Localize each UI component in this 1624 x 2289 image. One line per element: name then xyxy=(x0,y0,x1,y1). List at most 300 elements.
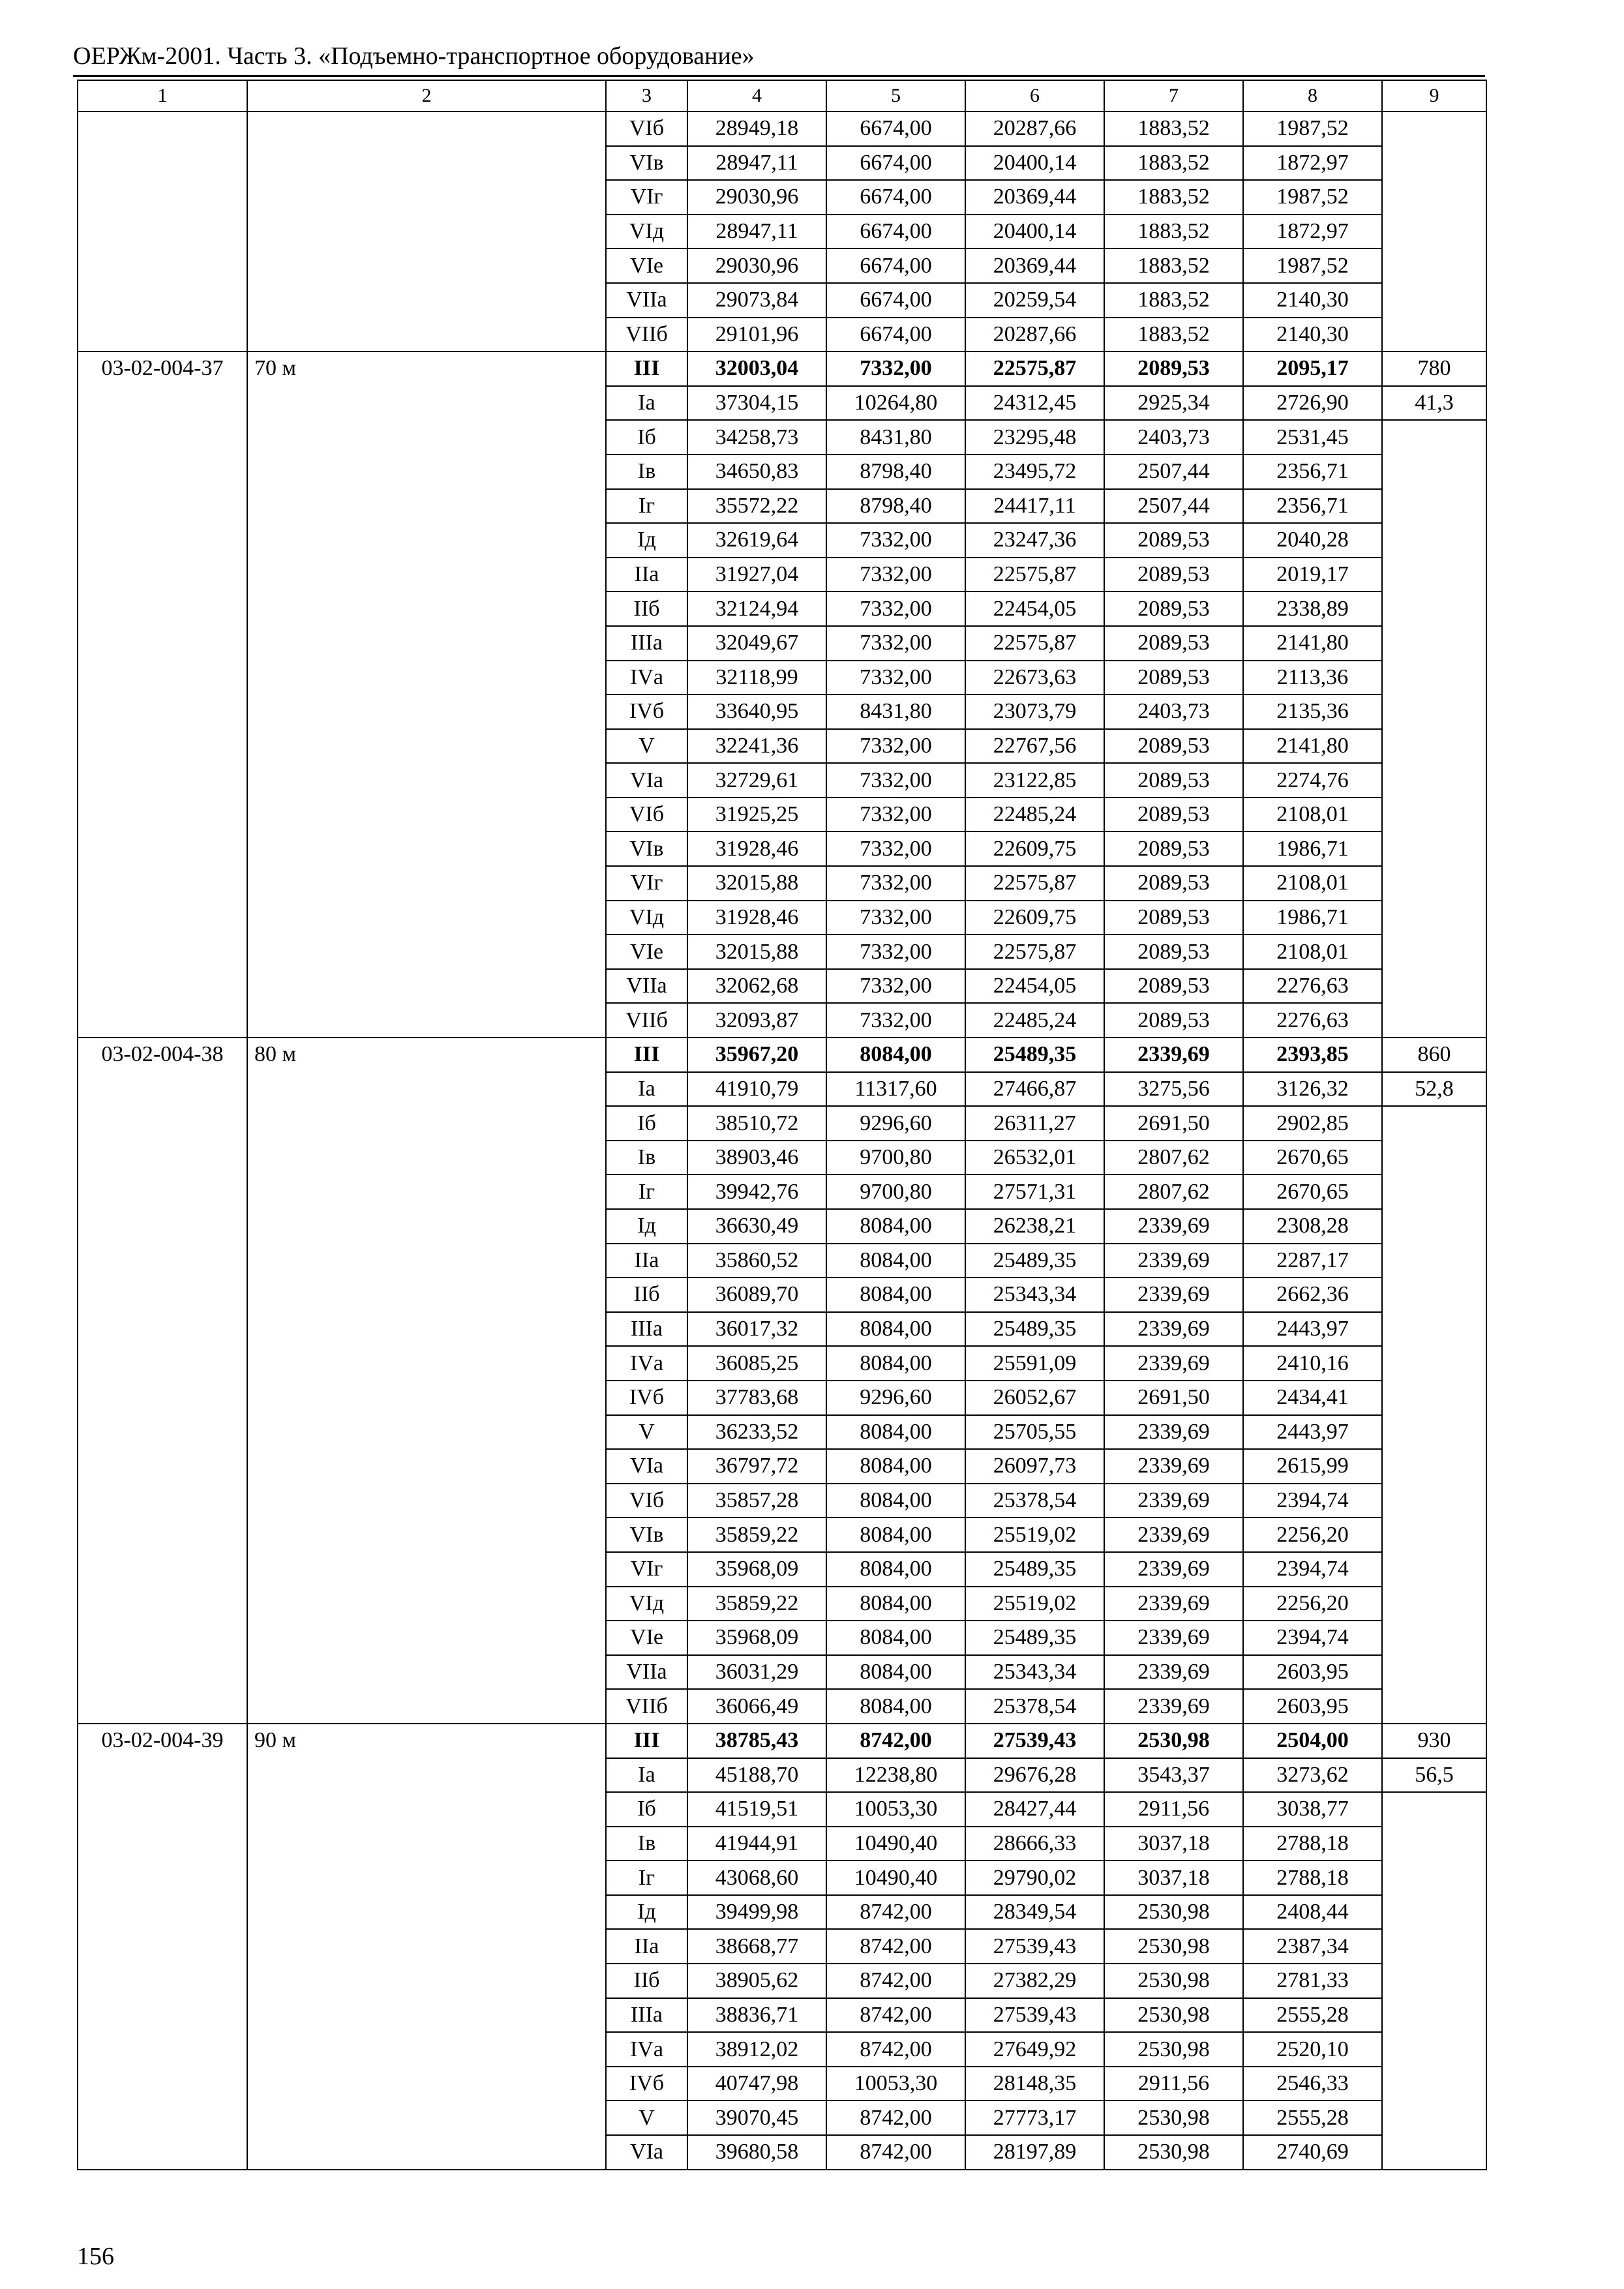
value-cell: 2089,53 xyxy=(1104,661,1243,695)
value-cell: 1883,52 xyxy=(1104,112,1243,146)
value-cell: 2788,18 xyxy=(1243,1827,1382,1861)
zone-cell: V xyxy=(606,729,687,764)
code-cell: 03-02-004-38 xyxy=(78,1038,247,1724)
zone-cell: Iв xyxy=(606,1141,687,1175)
value-cell: 28666,33 xyxy=(965,1827,1104,1861)
value-cell: 8084,00 xyxy=(826,1621,965,1655)
value-cell: 38836,71 xyxy=(687,1998,826,2033)
value-cell: 25378,54 xyxy=(965,1484,1104,1518)
value-cell: 2108,01 xyxy=(1243,866,1382,901)
column-header: 1 xyxy=(78,80,247,112)
value-cell: 2902,85 xyxy=(1243,1106,1382,1141)
value-cell: 3038,77 xyxy=(1243,1792,1382,1827)
value-cell: 8742,00 xyxy=(826,1929,965,1964)
value-cell: 2530,98 xyxy=(1104,1724,1243,1758)
value-cell: 22609,75 xyxy=(965,831,1104,866)
value-cell: 12238,80 xyxy=(826,1758,965,1793)
col9-cell: 930 xyxy=(1382,1724,1486,1758)
value-cell: 2276,63 xyxy=(1243,1003,1382,1038)
value-cell: 2089,53 xyxy=(1104,969,1243,1004)
value-cell: 7332,00 xyxy=(826,935,965,969)
value-cell: 36085,25 xyxy=(687,1346,826,1381)
zone-cell: IVб xyxy=(606,695,687,729)
zone-cell: Iб xyxy=(606,1106,687,1141)
value-cell: 8742,00 xyxy=(826,2135,965,2170)
zone-cell: IIIа xyxy=(606,1312,687,1347)
col9-cell: 56,5 xyxy=(1382,1758,1486,1793)
value-cell: 2141,80 xyxy=(1243,626,1382,661)
value-cell: 2274,76 xyxy=(1243,763,1382,798)
zone-cell: V xyxy=(606,1415,687,1450)
zone-cell: III xyxy=(606,1038,687,1072)
value-cell: 22575,87 xyxy=(965,352,1104,386)
value-cell: 8084,00 xyxy=(826,1415,965,1450)
zone-cell: III xyxy=(606,1724,687,1758)
name-cell: 70 м xyxy=(247,352,606,1038)
zone-cell: VIд xyxy=(606,1587,687,1621)
value-cell: 2089,53 xyxy=(1104,831,1243,866)
value-cell: 2555,28 xyxy=(1243,2101,1382,2135)
value-cell: 10490,40 xyxy=(826,1861,965,1895)
value-cell: 40747,98 xyxy=(687,2067,826,2101)
value-cell: 8084,00 xyxy=(826,1038,965,1072)
value-cell: 2691,50 xyxy=(1104,1381,1243,1415)
value-cell: 22673,63 xyxy=(965,661,1104,695)
value-cell: 2256,20 xyxy=(1243,1518,1382,1552)
value-cell: 2339,69 xyxy=(1104,1312,1243,1347)
value-cell: 26238,21 xyxy=(965,1209,1104,1244)
value-cell: 25343,34 xyxy=(965,1278,1104,1312)
col9-cell: 780 xyxy=(1382,352,1486,386)
value-cell: 41519,51 xyxy=(687,1792,826,1827)
code-cell: 03-02-004-37 xyxy=(78,352,247,1038)
value-cell: 2140,30 xyxy=(1243,318,1382,352)
zone-cell: Iв xyxy=(606,455,687,489)
col9-cell xyxy=(1382,420,1486,1038)
value-cell: 8742,00 xyxy=(826,1724,965,1758)
value-cell: 26532,01 xyxy=(965,1141,1104,1175)
zone-cell: V xyxy=(606,2101,687,2135)
value-cell: 2807,62 xyxy=(1104,1174,1243,1209)
column-header: 5 xyxy=(826,80,965,112)
value-cell: 2911,56 xyxy=(1104,1792,1243,1827)
zone-cell: IVб xyxy=(606,1381,687,1415)
value-cell: 2339,69 xyxy=(1104,1484,1243,1518)
value-cell: 32729,61 xyxy=(687,763,826,798)
value-cell: 28947,11 xyxy=(687,146,826,181)
value-cell: 6674,00 xyxy=(826,215,965,249)
zone-cell: VIIб xyxy=(606,318,687,352)
value-cell: 2394,74 xyxy=(1243,1621,1382,1655)
value-cell: 25519,02 xyxy=(965,1587,1104,1621)
value-cell: 38510,72 xyxy=(687,1106,826,1141)
value-cell: 31925,25 xyxy=(687,798,826,832)
value-cell: 22575,87 xyxy=(965,935,1104,969)
value-cell: 1872,97 xyxy=(1243,146,1382,181)
value-cell: 25378,54 xyxy=(965,1689,1104,1724)
value-cell: 2287,17 xyxy=(1243,1244,1382,1278)
value-cell: 7332,00 xyxy=(826,558,965,592)
zone-cell: VIб xyxy=(606,1484,687,1518)
value-cell: 8798,40 xyxy=(826,455,965,489)
value-cell: 36089,70 xyxy=(687,1278,826,1312)
value-cell: 2393,85 xyxy=(1243,1038,1382,1072)
value-cell: 36233,52 xyxy=(687,1415,826,1450)
value-cell: 20369,44 xyxy=(965,180,1104,215)
value-cell: 25591,09 xyxy=(965,1346,1104,1381)
value-cell: 31928,46 xyxy=(687,831,826,866)
value-cell: 32003,04 xyxy=(687,352,826,386)
value-cell: 3273,62 xyxy=(1243,1758,1382,1793)
value-cell: 23122,85 xyxy=(965,763,1104,798)
value-cell: 22767,56 xyxy=(965,729,1104,764)
name-cell: 90 м xyxy=(247,1724,606,2170)
value-cell: 7332,00 xyxy=(826,729,965,764)
value-cell: 2410,16 xyxy=(1243,1346,1382,1381)
value-cell: 2089,53 xyxy=(1104,558,1243,592)
page-number: 156 xyxy=(77,2243,114,2270)
value-cell: 2530,98 xyxy=(1104,1998,1243,2033)
value-cell: 8084,00 xyxy=(826,1655,965,1690)
value-cell: 2443,97 xyxy=(1243,1312,1382,1347)
column-header: 6 xyxy=(965,80,1104,112)
value-cell: 2339,69 xyxy=(1104,1244,1243,1278)
zone-cell: Iд xyxy=(606,523,687,558)
value-cell: 2276,63 xyxy=(1243,969,1382,1004)
value-cell: 2089,53 xyxy=(1104,866,1243,901)
value-cell: 23295,48 xyxy=(965,420,1104,455)
value-cell: 32619,64 xyxy=(687,523,826,558)
value-cell: 2434,41 xyxy=(1243,1381,1382,1415)
value-cell: 2339,69 xyxy=(1104,1209,1243,1244)
zone-cell: VIе xyxy=(606,248,687,283)
value-cell: 20287,66 xyxy=(965,318,1104,352)
value-cell: 27773,17 xyxy=(965,2101,1104,2135)
value-cell: 8742,00 xyxy=(826,1998,965,2033)
zone-cell: VIд xyxy=(606,901,687,935)
value-cell: 25489,35 xyxy=(965,1552,1104,1587)
value-cell: 2356,71 xyxy=(1243,455,1382,489)
zone-cell: IIб xyxy=(606,591,687,626)
value-cell: 10053,30 xyxy=(826,2067,965,2101)
zone-cell: IVа xyxy=(606,1346,687,1381)
value-cell: 22485,24 xyxy=(965,1003,1104,1038)
value-cell: 28197,89 xyxy=(965,2135,1104,2170)
value-cell: 2339,69 xyxy=(1104,1621,1243,1655)
zone-cell: IIа xyxy=(606,1929,687,1964)
zone-cell: Iд xyxy=(606,1895,687,1930)
value-cell: 3037,18 xyxy=(1104,1861,1243,1895)
value-cell: 32241,36 xyxy=(687,729,826,764)
value-cell: 7332,00 xyxy=(826,866,965,901)
value-cell: 2530,98 xyxy=(1104,1964,1243,1998)
value-cell: 2089,53 xyxy=(1104,763,1243,798)
value-cell: 2555,28 xyxy=(1243,1998,1382,2033)
zone-cell: IIа xyxy=(606,558,687,592)
value-cell: 7332,00 xyxy=(826,798,965,832)
value-cell: 1883,52 xyxy=(1104,215,1243,249)
value-cell: 38903,46 xyxy=(687,1141,826,1175)
value-cell: 10264,80 xyxy=(826,386,965,421)
value-cell: 2911,56 xyxy=(1104,2067,1243,2101)
zone-cell: IIб xyxy=(606,1278,687,1312)
value-cell: 26052,67 xyxy=(965,1381,1104,1415)
value-cell: 3543,37 xyxy=(1104,1758,1243,1793)
value-cell: 3126,32 xyxy=(1243,1072,1382,1107)
value-cell: 37304,15 xyxy=(687,386,826,421)
value-cell: 7332,00 xyxy=(826,1003,965,1038)
zone-cell: IIIа xyxy=(606,1998,687,2033)
value-cell: 7332,00 xyxy=(826,661,965,695)
value-cell: 2603,95 xyxy=(1243,1689,1382,1724)
value-cell: 7332,00 xyxy=(826,626,965,661)
value-cell: 24417,11 xyxy=(965,489,1104,524)
value-cell: 6674,00 xyxy=(826,112,965,146)
table-row xyxy=(78,1038,1486,1072)
value-cell: 28949,18 xyxy=(687,112,826,146)
value-cell: 25519,02 xyxy=(965,1518,1104,1552)
zone-cell: Iг xyxy=(606,1174,687,1209)
column-header: 4 xyxy=(687,80,826,112)
value-cell: 2040,28 xyxy=(1243,523,1382,558)
value-cell: 37783,68 xyxy=(687,1381,826,1415)
value-cell: 2089,53 xyxy=(1104,901,1243,935)
value-cell: 23247,36 xyxy=(965,523,1104,558)
value-cell: 2141,80 xyxy=(1243,729,1382,764)
value-cell: 2546,33 xyxy=(1243,2067,1382,2101)
value-cell: 2339,69 xyxy=(1104,1587,1243,1621)
value-cell: 38912,02 xyxy=(687,2032,826,2067)
value-cell: 2740,69 xyxy=(1243,2135,1382,2170)
column-header-row xyxy=(78,80,1486,112)
value-cell: 1883,52 xyxy=(1104,180,1243,215)
col9-cell xyxy=(1382,112,1486,352)
value-cell: 2788,18 xyxy=(1243,1861,1382,1895)
zone-cell: IIIа xyxy=(606,626,687,661)
value-cell: 29101,96 xyxy=(687,318,826,352)
value-cell: 22575,87 xyxy=(965,626,1104,661)
value-cell: 20400,14 xyxy=(965,215,1104,249)
code-cell xyxy=(78,112,247,352)
value-cell: 27539,43 xyxy=(965,1998,1104,2033)
value-cell: 39070,45 xyxy=(687,2101,826,2135)
value-cell: 20369,44 xyxy=(965,248,1104,283)
zone-cell: VIб xyxy=(606,798,687,832)
col9-cell: 41,3 xyxy=(1382,386,1486,421)
value-cell: 2691,50 xyxy=(1104,1106,1243,1141)
value-cell: 2403,73 xyxy=(1104,420,1243,455)
value-cell: 26311,27 xyxy=(965,1106,1104,1141)
value-cell: 2089,53 xyxy=(1104,729,1243,764)
value-cell: 25489,35 xyxy=(965,1621,1104,1655)
column-header: 8 xyxy=(1243,80,1382,112)
header-rule xyxy=(73,75,1485,77)
value-cell: 27571,31 xyxy=(965,1174,1104,1209)
value-cell: 2140,30 xyxy=(1243,283,1382,318)
value-cell: 7332,00 xyxy=(826,591,965,626)
value-cell: 36630,49 xyxy=(687,1209,826,1244)
value-cell: 20259,54 xyxy=(965,283,1104,318)
value-cell: 2108,01 xyxy=(1243,935,1382,969)
zone-cell: Iг xyxy=(606,1861,687,1895)
zone-cell: VIIа xyxy=(606,1655,687,1690)
zone-cell: Iа xyxy=(606,1758,687,1793)
value-cell: 2356,71 xyxy=(1243,489,1382,524)
zone-cell: VIа xyxy=(606,1449,687,1484)
value-cell: 24312,45 xyxy=(965,386,1104,421)
value-cell: 1883,52 xyxy=(1104,248,1243,283)
value-cell: 7332,00 xyxy=(826,901,965,935)
zone-cell: Iб xyxy=(606,420,687,455)
value-cell: 2339,69 xyxy=(1104,1415,1243,1450)
value-cell: 8084,00 xyxy=(826,1552,965,1587)
value-cell: 8084,00 xyxy=(826,1278,965,1312)
value-cell: 32124,94 xyxy=(687,591,826,626)
zone-cell: Iа xyxy=(606,1072,687,1107)
column-header: 2 xyxy=(247,80,606,112)
value-cell: 2089,53 xyxy=(1104,935,1243,969)
name-cell: 80 м xyxy=(247,1038,606,1724)
value-cell: 26097,73 xyxy=(965,1449,1104,1484)
column-header: 9 xyxy=(1382,80,1486,112)
value-cell: 8431,80 xyxy=(826,695,965,729)
value-cell: 27539,43 xyxy=(965,1929,1104,1964)
code-cell: 03-02-004-39 xyxy=(78,1724,247,2170)
value-cell: 8084,00 xyxy=(826,1689,965,1724)
value-cell: 2504,00 xyxy=(1243,1724,1382,1758)
value-cell: 35859,22 xyxy=(687,1518,826,1552)
value-cell: 2387,34 xyxy=(1243,1929,1382,1964)
value-cell: 32049,67 xyxy=(687,626,826,661)
zone-cell: IVб xyxy=(606,2067,687,2101)
value-cell: 27539,43 xyxy=(965,1724,1104,1758)
value-cell: 2403,73 xyxy=(1104,695,1243,729)
value-cell: 36066,49 xyxy=(687,1689,826,1724)
value-cell: 2089,53 xyxy=(1104,1003,1243,1038)
zone-cell: IIб xyxy=(606,1964,687,1998)
value-cell: 2530,98 xyxy=(1104,1895,1243,1930)
value-cell: 8798,40 xyxy=(826,489,965,524)
col9-cell xyxy=(1382,1106,1486,1724)
value-cell: 2394,74 xyxy=(1243,1484,1382,1518)
zone-cell: VIг xyxy=(606,180,687,215)
table-row xyxy=(78,1724,1486,1758)
value-cell: 36031,29 xyxy=(687,1655,826,1690)
zone-cell: III xyxy=(606,352,687,386)
value-cell: 2443,97 xyxy=(1243,1415,1382,1450)
value-cell: 2339,69 xyxy=(1104,1518,1243,1552)
zone-cell: VIг xyxy=(606,1552,687,1587)
value-cell: 9700,80 xyxy=(826,1141,965,1175)
column-header: 7 xyxy=(1104,80,1243,112)
zone-cell: VIIб xyxy=(606,1003,687,1038)
zone-cell: VIг xyxy=(606,866,687,901)
value-cell: 6674,00 xyxy=(826,318,965,352)
zone-cell: VIе xyxy=(606,935,687,969)
value-cell: 25489,35 xyxy=(965,1312,1104,1347)
value-cell: 2662,36 xyxy=(1243,1278,1382,1312)
value-cell: 25343,34 xyxy=(965,1655,1104,1690)
value-cell: 38668,77 xyxy=(687,1929,826,1964)
zone-cell: IVа xyxy=(606,661,687,695)
value-cell: 38905,62 xyxy=(687,1964,826,1998)
zone-cell: VIв xyxy=(606,1518,687,1552)
value-cell: 6674,00 xyxy=(826,248,965,283)
value-cell: 28427,44 xyxy=(965,1792,1104,1827)
value-cell: 7332,00 xyxy=(826,523,965,558)
value-cell: 2925,34 xyxy=(1104,386,1243,421)
value-cell: 22454,05 xyxy=(965,969,1104,1004)
value-cell: 1883,52 xyxy=(1104,283,1243,318)
zone-cell: VIв xyxy=(606,146,687,181)
zone-cell: Iб xyxy=(606,1792,687,1827)
table-row xyxy=(78,112,1486,146)
value-cell: 8084,00 xyxy=(826,1518,965,1552)
value-cell: 6674,00 xyxy=(826,180,965,215)
value-cell: 2089,53 xyxy=(1104,798,1243,832)
zone-cell: Iа xyxy=(606,386,687,421)
zone-cell: IVа xyxy=(606,2032,687,2067)
value-cell: 8742,00 xyxy=(826,2032,965,2067)
value-cell: 2089,53 xyxy=(1104,591,1243,626)
value-cell: 8084,00 xyxy=(826,1209,965,1244)
value-cell: 32093,87 xyxy=(687,1003,826,1038)
zone-cell: IIа xyxy=(606,1244,687,1278)
value-cell: 2308,28 xyxy=(1243,1209,1382,1244)
value-cell: 2670,65 xyxy=(1243,1141,1382,1175)
value-cell: 2531,45 xyxy=(1243,420,1382,455)
zone-cell: VIв xyxy=(606,831,687,866)
zone-cell: VIа xyxy=(606,763,687,798)
value-cell: 1987,52 xyxy=(1243,112,1382,146)
value-cell: 2339,69 xyxy=(1104,1689,1243,1724)
value-cell: 36797,72 xyxy=(687,1449,826,1484)
value-cell: 1987,52 xyxy=(1243,248,1382,283)
value-cell: 29073,84 xyxy=(687,283,826,318)
value-cell: 34650,83 xyxy=(687,455,826,489)
value-cell: 3275,56 xyxy=(1104,1072,1243,1107)
value-cell: 2530,98 xyxy=(1104,2101,1243,2135)
value-cell: 33640,95 xyxy=(687,695,826,729)
value-cell: 25489,35 xyxy=(965,1038,1104,1072)
value-cell: 35857,28 xyxy=(687,1484,826,1518)
value-cell: 2095,17 xyxy=(1243,352,1382,386)
value-cell: 1872,97 xyxy=(1243,215,1382,249)
value-cell: 43068,60 xyxy=(687,1861,826,1895)
value-cell: 28349,54 xyxy=(965,1895,1104,1930)
value-cell: 23073,79 xyxy=(965,695,1104,729)
zone-cell: VIIа xyxy=(606,283,687,318)
value-cell: 45188,70 xyxy=(687,1758,826,1793)
value-cell: 29790,02 xyxy=(965,1861,1104,1895)
value-cell: 2089,53 xyxy=(1104,352,1243,386)
value-cell: 2339,69 xyxy=(1104,1278,1243,1312)
value-cell: 2339,69 xyxy=(1104,1449,1243,1484)
value-cell: 32015,88 xyxy=(687,866,826,901)
value-cell: 20287,66 xyxy=(965,112,1104,146)
zone-cell: VIе xyxy=(606,1621,687,1655)
value-cell: 7332,00 xyxy=(826,763,965,798)
value-cell: 11317,60 xyxy=(826,1072,965,1107)
value-cell: 2089,53 xyxy=(1104,523,1243,558)
value-cell: 25489,35 xyxy=(965,1244,1104,1278)
zone-cell: Iд xyxy=(606,1209,687,1244)
value-cell: 35968,09 xyxy=(687,1552,826,1587)
value-cell: 2135,36 xyxy=(1243,695,1382,729)
value-cell: 1987,52 xyxy=(1243,180,1382,215)
value-cell: 2530,98 xyxy=(1104,1929,1243,1964)
value-cell: 2113,36 xyxy=(1243,661,1382,695)
